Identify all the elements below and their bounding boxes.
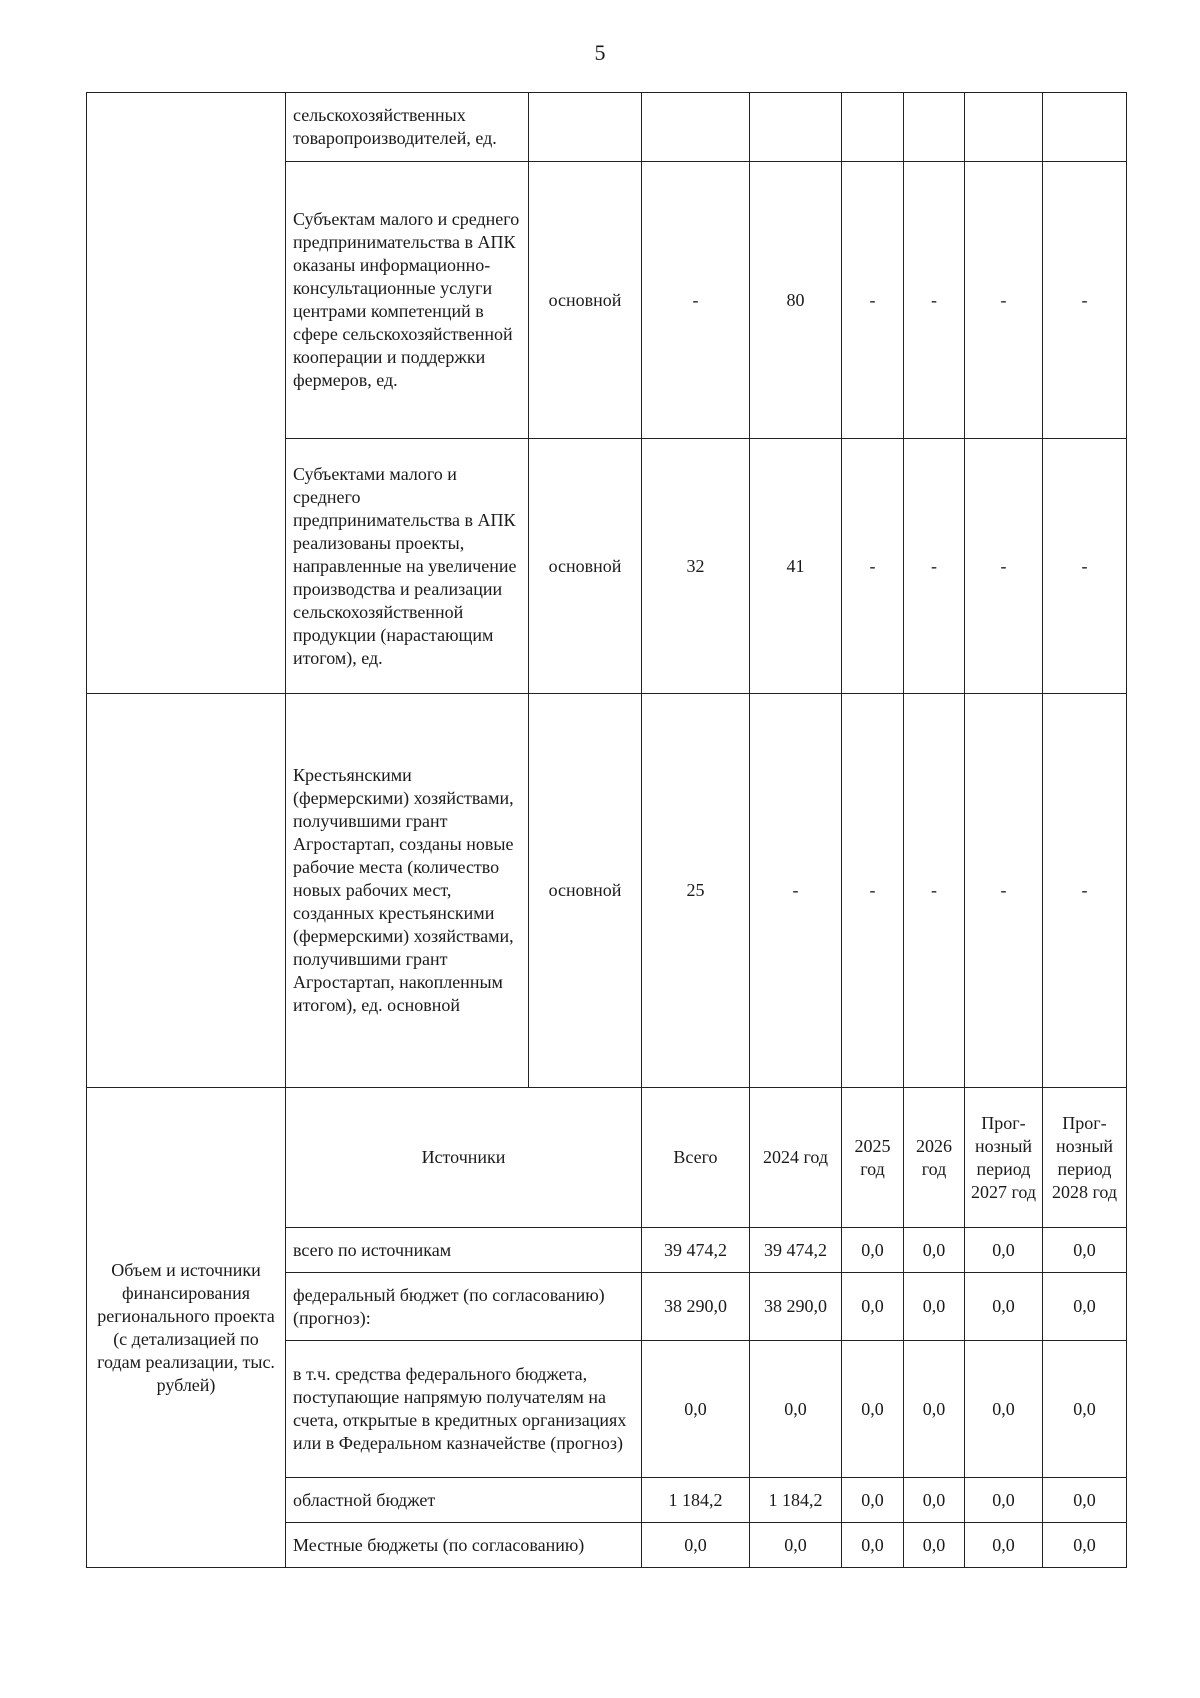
value-cell: - — [842, 694, 904, 1088]
value-cell: 1 184,2 — [642, 1478, 750, 1523]
indicator-name: Субъектам малого и среднего предпринимательства в АПК оказаны информационно-консультационные услуги центрами компетенций в сфере сельскохозяйственной кооперации и поддержки фермеров, ед. — [286, 162, 529, 439]
value-cell: 0,0 — [642, 1341, 750, 1478]
source-name: Местные бюджеты (по согласованию) — [286, 1523, 642, 1568]
source-name: всего по источникам — [286, 1228, 642, 1273]
value-cell: - — [965, 162, 1043, 439]
value-cell: 0,0 — [842, 1273, 904, 1341]
year-2026-header: 2026 год — [904, 1088, 965, 1228]
value-cell — [750, 93, 842, 162]
value-cell: 0,0 — [842, 1478, 904, 1523]
financing-header-row — [87, 1088, 1127, 1228]
value-cell: 41 — [750, 439, 842, 694]
table-row — [87, 694, 1127, 1088]
value-cell: - — [750, 694, 842, 1088]
source-name: в т.ч. средства федерального бюджета, поступающие напрямую получателям на счета, открытые в кредитных организациях или в Федеральном казначействе (прогноз) — [286, 1341, 642, 1478]
value-cell: 0,0 — [904, 1273, 965, 1341]
indicator-type — [529, 93, 642, 162]
value-cell: 0,0 — [1043, 1478, 1127, 1523]
value-cell: 0,0 — [904, 1478, 965, 1523]
indicator-type: основной — [529, 439, 642, 694]
year-2028-header: Прог-нозный период 2028 год — [1043, 1088, 1127, 1228]
value-cell: - — [965, 439, 1043, 694]
value-cell: 0,0 — [904, 1523, 965, 1568]
total-header: Всего — [642, 1088, 750, 1228]
value-cell: 32 — [642, 439, 750, 694]
value-cell: - — [842, 162, 904, 439]
indicator-name: Крестьянскими (фермерскими) хозяйствами, получившими грант Агростартап, созданы новые рабочие места (количество новых рабочих мест, созданных крестьянскими (фермерскими) хозяйствами, получившими грант Агростартап, накопленным итогом), ед. основной — [286, 694, 529, 1088]
year-2027-header: Прог-нозный период 2027 год — [965, 1088, 1043, 1228]
value-cell: 38 290,0 — [750, 1273, 842, 1341]
value-cell: 0,0 — [842, 1523, 904, 1568]
value-cell: - — [1043, 694, 1127, 1088]
value-cell — [642, 93, 750, 162]
value-cell — [1043, 93, 1127, 162]
indicator-name: Субъектами малого и среднего предпринимательства в АПК реализованы проекты, направленные на увеличение производства и реализации сельскохозяйственной продукции (нарастающим итогом), ед. — [286, 439, 529, 694]
year-2024-header: 2024 год — [750, 1088, 842, 1228]
value-cell: 0,0 — [1043, 1228, 1127, 1273]
value-cell: 0,0 — [842, 1228, 904, 1273]
value-cell: 0,0 — [1043, 1523, 1127, 1568]
value-cell: 25 — [642, 694, 750, 1088]
value-cell: - — [1043, 162, 1127, 439]
indicator-type: основной — [529, 694, 642, 1088]
value-cell: 0,0 — [965, 1341, 1043, 1478]
value-cell: - — [904, 694, 965, 1088]
value-cell: 0,0 — [1043, 1273, 1127, 1341]
value-cell: 1 184,2 — [750, 1478, 842, 1523]
year-2025-header: 2025 год — [842, 1088, 904, 1228]
financing-label: Объем и источники финансирования регионального проекта (с детализацией по годам реализации, тыс. рублей) — [87, 1088, 286, 1568]
value-cell: - — [904, 439, 965, 694]
project-table — [86, 92, 1127, 1568]
value-cell: 38 290,0 — [642, 1273, 750, 1341]
table-row — [87, 93, 1127, 162]
value-cell: - — [904, 162, 965, 439]
value-cell: 0,0 — [1043, 1341, 1127, 1478]
value-cell: 0,0 — [904, 1341, 965, 1478]
source-name: областной бюджет — [286, 1478, 642, 1523]
empty-label-cell — [87, 694, 286, 1088]
indicator-type: основной — [529, 162, 642, 439]
page-number: 5 — [594, 40, 606, 65]
empty-label-cell — [87, 93, 286, 694]
value-cell: 80 — [750, 162, 842, 439]
value-cell — [965, 93, 1043, 162]
value-cell: 0,0 — [965, 1478, 1043, 1523]
value-cell: 0,0 — [965, 1273, 1043, 1341]
value-cell — [904, 93, 965, 162]
value-cell: - — [965, 694, 1043, 1088]
value-cell: 0,0 — [750, 1341, 842, 1478]
value-cell: 39 474,2 — [750, 1228, 842, 1273]
value-cell: 0,0 — [750, 1523, 842, 1568]
value-cell: 0,0 — [965, 1228, 1043, 1273]
value-cell: 39 474,2 — [642, 1228, 750, 1273]
indicator-name: сельскохозяйственных товаропроизводителей, ед. — [286, 93, 529, 162]
value-cell: 0,0 — [904, 1228, 965, 1273]
value-cell — [842, 93, 904, 162]
value-cell: - — [642, 162, 750, 439]
source-name: федеральный бюджет (по согласованию) (прогноз): — [286, 1273, 642, 1341]
value-cell: - — [1043, 439, 1127, 694]
value-cell: 0,0 — [965, 1523, 1043, 1568]
value-cell: - — [842, 439, 904, 694]
sources-header: Источники — [286, 1088, 642, 1228]
value-cell: 0,0 — [842, 1341, 904, 1478]
value-cell: 0,0 — [642, 1523, 750, 1568]
